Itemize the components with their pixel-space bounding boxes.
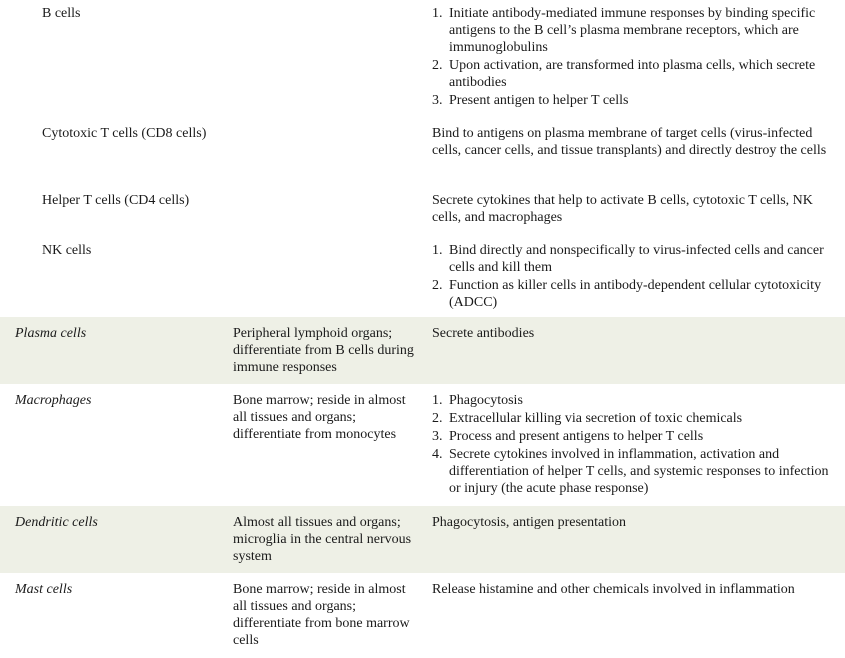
cell-origin: Bone marrow; reside in almost all tissues and organs; differentiate from monocytes [233,393,406,442]
cell-type-name: Plasma cells [15,326,87,341]
table-row-b-cells [0,0,845,124]
cell-type-name: NK cells [42,243,92,258]
cell-function: Release histamine and other chemicals involved in inflammation [432,582,795,597]
function-list [432,5,832,109]
cell-origin: Bone marrow; reside in almost all tissues and organs; differentiate from bone marrow cells [233,582,410,648]
cell-type-name: Mast cells [15,582,73,597]
cell-function: Phagocytosis, antigen presentation [432,515,627,530]
cell-type-name: B cells [42,6,81,21]
list-item: 1. Phagocytosis [432,393,523,408]
cell-type-name: Macrophages [15,393,92,408]
list-item: 1. Bind directly and nonspecifically to virus-infected cells and cancer cells and kill them [432,243,824,275]
table-row-plasma-cells [0,317,845,384]
cell-function: Secrete antibodies [432,326,535,341]
function-list [432,392,832,497]
cell-type-name: Cytotoxic T cells (CD8 cells) [42,126,207,141]
table-row-dendritic-cells [0,506,845,573]
cell-function: Secrete cytokines that help to activate B cells, cytotoxic T cells, NK cells, and macrophages [432,193,813,225]
cell-type-name: Helper T cells (CD4 cells) [42,193,190,208]
table-row-helper-t-cells [0,191,845,241]
table-row-macrophages [0,384,845,506]
list-item: 2. Extracellular killing via secretion of toxic chemicals [432,411,743,426]
list-item: 4. Secrete cytokines involved in inflammation, activation and differentiation of helper T cells, and systemic responses to infection or injury (the acute phase response) [432,447,829,496]
list-item: 3. Present antigen to helper T cells [432,93,629,108]
list-item: 1. Initiate antibody-mediated immune responses by binding specific antigens to the B cell’s plasma membrane receptors, which are immunoglobulins [432,6,816,55]
cell-type-name: Dendritic cells [15,515,98,530]
cell-origin: Peripheral lymphoid organs; differentiate from B cells during immune responses [233,326,414,375]
list-item: 2. Function as killer cells in antibody-dependent cellular cytotoxicity (ADCC) [432,278,822,310]
table-row-cytotoxic-t-cells [0,124,845,191]
table-row-nk-cells [0,241,845,317]
cell-origin: Almost all tissues and organs; microglia in the central nervous system [233,515,412,564]
cell-function: Bind to antigens on plasma membrane of target cells (virus-infected cells, cancer cells, and tissue transplants) and directly destroy the cells [432,126,827,158]
list-item: 3. Process and present antigens to helper T cells [432,429,704,444]
function-list [432,242,832,311]
table-row-mast-cells [0,573,845,658]
list-item: 2. Upon activation, are transformed into plasma cells, which secrete antibodies [432,58,816,90]
